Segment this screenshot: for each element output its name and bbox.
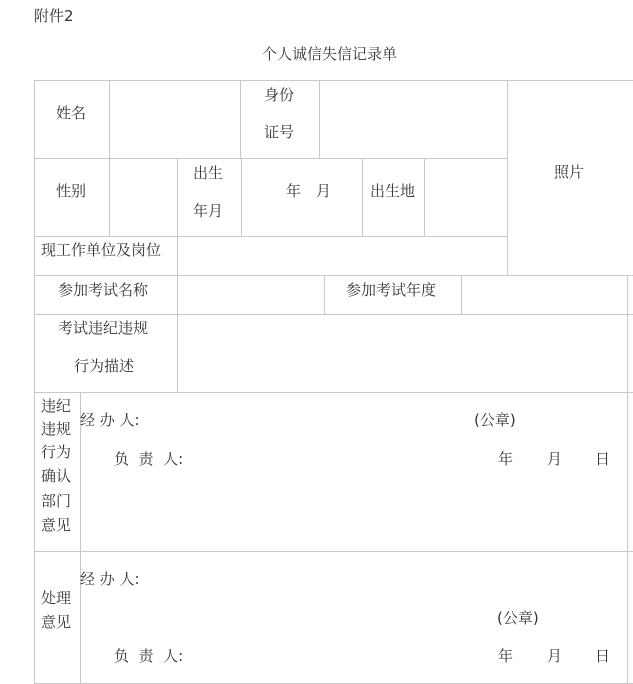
handling-date-day: 日 xyxy=(595,647,611,665)
row-divider-3 xyxy=(34,275,633,276)
handling-date-year: 年 xyxy=(498,647,514,665)
col-divider-exam-year-right xyxy=(461,275,462,314)
dept-handler-label: 经 办 人: xyxy=(80,411,140,429)
dept-responsible-label: 负 责 人: xyxy=(114,450,184,468)
col-divider-id-right xyxy=(319,80,320,158)
row-divider-5 xyxy=(34,392,633,393)
dept-opinion-label-line4: 确认 xyxy=(41,467,72,485)
dept-seal-label: (公章) xyxy=(474,411,516,429)
row-divider-4 xyxy=(34,314,633,315)
name-label: 姓名 xyxy=(56,104,87,122)
birthplace-label: 出生地 xyxy=(370,182,416,200)
handling-opinion-label-line2: 意见 xyxy=(41,613,72,631)
dept-opinion-label-line2: 违规 xyxy=(41,420,72,438)
col-divider-birthplace-right xyxy=(424,158,425,236)
dept-date-month: 月 xyxy=(547,450,563,468)
attachment-label: 附件2 xyxy=(34,7,74,25)
table-border-top xyxy=(34,80,633,81)
handling-date-month: 月 xyxy=(547,647,563,665)
col-divider-name-gender xyxy=(109,80,110,236)
form-title: 个人诚信失信记录单 xyxy=(262,45,398,63)
birth-label-line1: 出生 xyxy=(193,164,224,182)
handling-handler-label: 经 办 人: xyxy=(80,570,140,588)
dept-opinion-label-line3: 行为 xyxy=(41,443,72,461)
dept-opinion-label-line1: 违纪 xyxy=(41,397,72,415)
table-border-left xyxy=(34,80,35,684)
col-divider-opinion-label xyxy=(80,392,81,684)
col-divider-id-left xyxy=(240,80,241,158)
col-divider-birth-left xyxy=(177,158,178,392)
id-label-line1: 身份 xyxy=(264,86,295,104)
handling-seal-label: (公章) xyxy=(497,609,539,627)
dept-opinion-label-line5: 部门 xyxy=(41,492,72,510)
violation-desc-line1: 考试违纪违规 xyxy=(58,319,149,337)
row-divider-2 xyxy=(34,236,508,237)
row-divider-6 xyxy=(34,551,633,552)
row-divider-1 xyxy=(34,158,508,159)
dept-date-day: 日 xyxy=(595,450,611,468)
col-divider-photo xyxy=(507,80,508,275)
dept-date-year: 年 xyxy=(498,450,514,468)
col-divider-exam-year-left xyxy=(324,275,325,314)
dept-opinion-label-line6: 意见 xyxy=(41,516,72,534)
table-border-right xyxy=(627,275,628,684)
id-label-line2: 证号 xyxy=(264,123,295,141)
photo-label: 照片 xyxy=(554,163,585,181)
handling-opinion-label-line1: 处理 xyxy=(41,589,72,607)
birth-month-unit: 月 xyxy=(316,182,332,200)
col-divider-birthplace-left xyxy=(362,158,363,236)
birth-year-unit: 年 xyxy=(286,182,302,200)
birth-label-line2: 年月 xyxy=(193,202,224,220)
exam-year-label: 参加考试年度 xyxy=(346,281,437,299)
col-divider-birth-right xyxy=(241,158,242,236)
violation-desc-line2: 行为描述 xyxy=(74,357,135,375)
exam-name-label: 参加考试名称 xyxy=(58,281,149,299)
gender-label: 性别 xyxy=(56,182,87,200)
handling-responsible-label: 负 责 人: xyxy=(114,647,184,665)
workplace-label: 现工作单位及岗位 xyxy=(41,241,162,259)
